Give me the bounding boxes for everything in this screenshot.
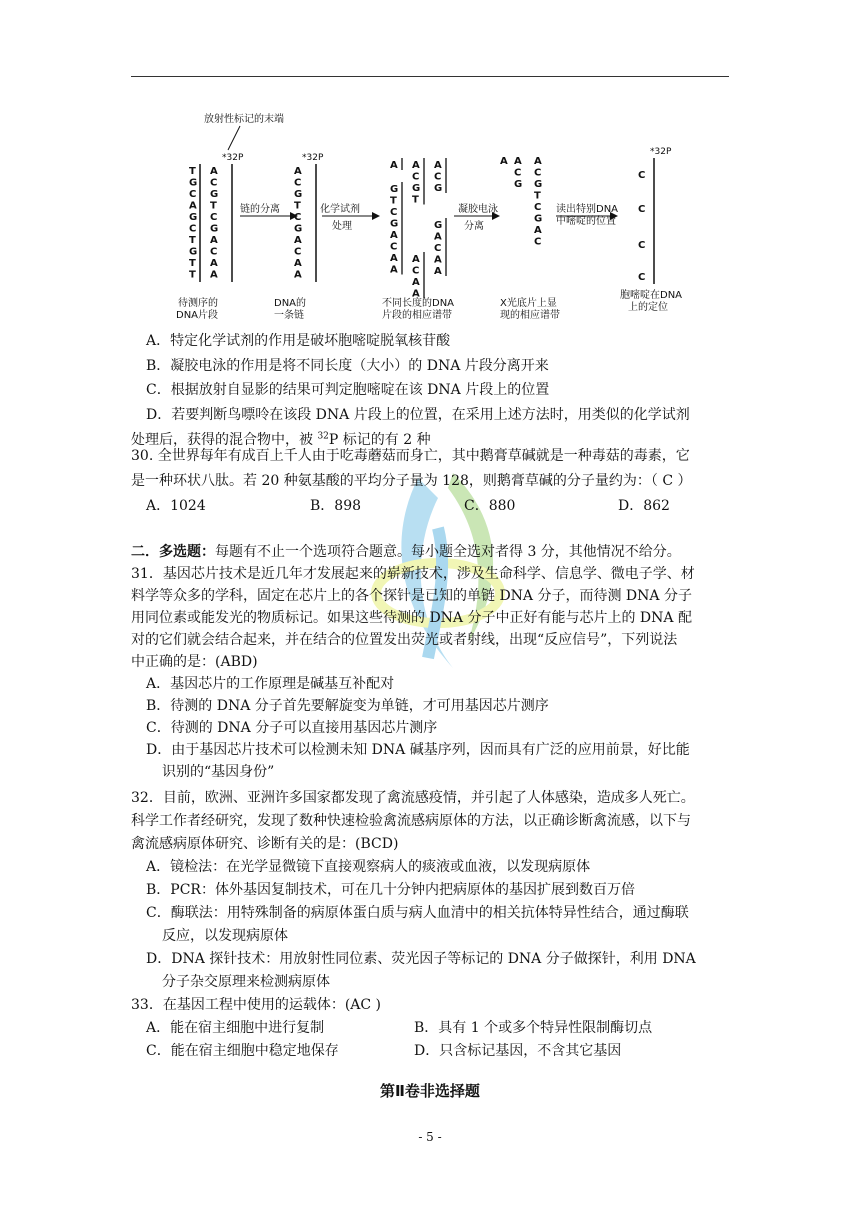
fragment-2-base-3: T	[412, 194, 419, 206]
band-0-base-0: A	[500, 156, 508, 167]
single-strand-base-5: G	[294, 223, 303, 235]
q30-option-b: B．898	[310, 498, 362, 514]
q29-option-d-line1: D．若要判断鸟嘌呤在该段 DNA 片段上的位置，在采用上述方法时，用类似的化学试剂	[146, 407, 690, 423]
arrow3-label-1: 凝胶电泳	[458, 204, 498, 215]
arrow3-label-2: 分离	[464, 221, 484, 232]
q31-option-a: A．基因芯片的工作原理是碱基互补配对	[146, 676, 395, 692]
strand2-base-9: A	[210, 269, 218, 281]
single-strand-base-9: A	[294, 269, 302, 281]
fragment-4-base-0: A	[434, 160, 442, 171]
single-strand-base-3: T	[294, 200, 301, 212]
band-2-base-5: G	[534, 213, 543, 225]
fragment-5-base-2: C	[434, 243, 442, 254]
q32-option-b: B．PCR：体外基因复制技术，可在几十分钟内把病原体的基因扩展到数百万倍	[146, 882, 635, 898]
q31-stem-line1: 31．基因芯片技术是近几年才发展起来的崭新技术，涉及生命科学、信息学、微电子学、材	[131, 566, 695, 582]
caption-1-line2: DNA片段	[176, 310, 219, 321]
strand2-base-6: A	[210, 235, 218, 246]
arrow4-label-1: 读出特别DNA	[556, 204, 619, 215]
fragment-3-base-2: A	[412, 277, 420, 288]
q30-stem-line2: 是一种环状八肽。若 20 种氨基酸的平均分子量为 128，则鹅膏草碱的分子量约为：（ C ）	[131, 473, 692, 489]
caption-4-line1: X光底片上显	[500, 298, 557, 309]
strand2-base-5: G	[210, 223, 219, 235]
fragment-3-base-3: A	[412, 288, 420, 300]
q32-stem-line1: 32．目前，欧洲、亚洲许多国家都发现了禽流感疫情，并引起了人体感染，造成多人死亡。	[131, 790, 695, 806]
strand2-base-3: T	[210, 200, 217, 212]
fragment-5-base-4: A	[434, 266, 442, 277]
q32-option-c-line1: C．酶联法：用特殊制备的病原体蛋白质与病人血清中的相关抗体特异性结合，通过酶联	[146, 905, 689, 921]
q30-option-a: A．1024	[146, 498, 206, 514]
part-title: 第Ⅱ卷非选择题	[380, 1082, 480, 1100]
page-number: - 5 -	[418, 1130, 442, 1144]
q32-option-d-line1: D．DNA 探针技术：用放射性同位素、荧光因子等标记的 DNA 分子做探针，利用 DNA	[146, 951, 696, 967]
fragment-2-base-2: G	[412, 183, 421, 194]
strand1-base-0: T	[189, 166, 196, 177]
strand1-base-6: T	[189, 235, 196, 246]
isotope-label-5: *32P	[650, 147, 672, 157]
strand1-base-3: A	[189, 200, 197, 212]
band-1-base-0: A	[514, 156, 522, 167]
q31-option-b: B．待测的 DNA 分子首先要解旋变为单链，才可用基因芯片测序	[146, 698, 549, 714]
q31-stem-line2: 料学等众多的学科，固定在芯片上的各个探针是已知的单链 DNA 分子，而待测 DNA 分子	[131, 588, 692, 604]
strand1-base-1: G	[189, 177, 198, 189]
q31-option-d-line1: D．由于基因芯片技术可以检测未知 DNA 碱基序列，因而具有广泛的应用前景，好比能	[146, 742, 690, 758]
q30-stem-line1: 30. 全世界每年有成百上千人由于吃毒蘑菇而身亡，其中鹅膏草碱就是一种毒菇的毒素，它	[131, 448, 690, 464]
caption-4-line2: 现的相应谱带	[500, 310, 560, 321]
band-2-base-2: G	[534, 179, 543, 190]
single-strand-base-2: G	[294, 189, 303, 200]
single-strand-base-8: A	[294, 258, 302, 269]
caption-1-line1: 待测序的	[178, 298, 218, 309]
q31-stem-line5: 中正确的是：(ABD)	[131, 654, 258, 670]
section-heading: 二．多选题：每题有不止一个选项符合题意。每小题全选对者得 3 分，其他情况不给分。	[131, 544, 681, 560]
q33-option-d: D．只含标记基因，不含其它基因	[414, 1043, 622, 1059]
single-strand-base-6: A	[294, 235, 302, 246]
single-strand-base-4: C	[294, 212, 302, 223]
strand1-base-4: G	[189, 212, 198, 223]
caption-2-line1: DNA的	[274, 298, 307, 309]
c-position-3: C	[638, 272, 646, 283]
fragment-1-base-4: A	[390, 230, 398, 241]
caption-5-line2: 上的定位	[628, 302, 668, 313]
single-strand-base-7: C	[294, 246, 302, 258]
arrow2-label-1: 化学试剂	[320, 204, 360, 215]
band-2-base-1: C	[534, 167, 542, 179]
band-1-base-1: C	[514, 167, 522, 179]
single-strand-base-1: C	[294, 177, 302, 189]
fragment-4-base-1: C	[434, 171, 442, 183]
q32-stem-line3: 禽流感病原体研究、诊断有关的是：(BCD)	[131, 836, 399, 852]
caption-3-line2: 片段的相应谱带	[382, 310, 452, 321]
q31-stem-line3: 用同位素或能发光的物质标记。如果这些待测的 DNA 分子中正好有能与芯片上的 DNA 配	[131, 610, 692, 626]
fragment-1-base-2: C	[390, 207, 398, 218]
isotope-label-2: *32P	[302, 153, 324, 163]
single-strand-base-0: A	[294, 166, 302, 177]
strand2-base-0: A	[210, 166, 218, 177]
strand2-base-1: C	[210, 177, 218, 189]
c-position-1: C	[638, 204, 646, 215]
fragment-1-base-0: G	[390, 184, 399, 195]
fragment-5-base-1: A	[434, 231, 442, 243]
strand1-base-8: T	[189, 258, 196, 269]
caption-3-line1: 不同长度的DNA	[382, 298, 455, 309]
q29-option-d-line2: 处理后，获得的混合物中，被 $^{32}$P 标记的有 2 种	[131, 431, 431, 448]
fragment-3-base-0: A	[412, 254, 420, 265]
fragment-4-base-2: G	[434, 183, 443, 194]
strand1-base-9: T	[189, 269, 196, 281]
fragment-5-base-3: A	[434, 254, 442, 266]
fragment-1-base-7: A	[390, 264, 398, 276]
band-2-base-6: A	[534, 225, 542, 236]
arrow1-label: 链的分离	[240, 204, 280, 215]
q32-option-c-line2: 反应，以发现病原体	[162, 928, 288, 944]
q29-option-a: A．特定化学试剂的作用是破坏胞嘧啶脱氧核苷酸	[146, 333, 451, 349]
q30-option-c: C．880	[464, 498, 516, 514]
fragment-1-base-1: T	[390, 195, 397, 207]
band-2-base-4: C	[534, 202, 542, 213]
caption-5-line1: 胞嘧啶在DNA	[620, 290, 683, 301]
strand2-base-4: C	[210, 212, 218, 223]
band-1-base-2: G	[514, 179, 523, 190]
fragment-2-base-1: C	[412, 171, 420, 183]
caption-2-line2: 一条链	[274, 310, 304, 321]
fragment-1-base-6: A	[390, 253, 398, 264]
arrow2-label-2: 处理	[332, 221, 352, 232]
band-2-base-3: T	[534, 190, 541, 202]
q30-option-d: D．862	[618, 498, 670, 514]
strand1-base-2: C	[189, 189, 197, 200]
fragment-5-base-0: G	[434, 220, 443, 231]
arrow4-label-2: 中嘧啶的位置	[556, 216, 616, 227]
q32-option-a: A．镜检法：在光学显微镜下直接观察病人的痰液或血液，以发现病原体	[146, 859, 591, 875]
fragment-2-base-0: A	[412, 160, 420, 171]
header-rule	[131, 76, 729, 77]
c-position-2: C	[638, 240, 646, 251]
q29-option-c: C．根据放射自显影的结果可判定胞嘧啶在该 DNA 片段上的位置	[146, 382, 550, 398]
fragment-0-base-0: A	[390, 160, 398, 171]
isotope-label-1: *32P	[222, 153, 244, 163]
strand2-base-8: A	[210, 258, 218, 269]
q32-option-d-line2: 分子杂交原理来检测病原体	[162, 974, 330, 990]
band-2-base-7: C	[534, 236, 542, 248]
strand2-base-2: G	[210, 189, 219, 200]
strand1-base-7: G	[189, 246, 198, 258]
fragment-1-base-3: G	[390, 218, 399, 230]
q33-option-c: C．能在宿主细胞中稳定地保存	[146, 1043, 339, 1059]
q31-option-d-line2: 识别的“基因身份”	[162, 764, 275, 780]
strand1-base-5: C	[189, 223, 197, 235]
q33-stem: 33．在基因工程中使用的运载体：(AC )	[131, 997, 382, 1013]
band-2-base-0: A	[534, 156, 542, 167]
q33-option-a: A．能在宿主细胞中进行复制	[146, 1020, 325, 1036]
q31-stem-line4: 对的它们就会结合起来，并在结合的位置发出荧光或者射线，出现“反应信号”，下列说法	[131, 632, 678, 648]
q31-option-c: C．待测的 DNA 分子可以直接用基因芯片测序	[146, 720, 438, 736]
strand2-base-7: C	[210, 246, 218, 258]
c-position-0: C	[638, 170, 646, 181]
q29-option-b: B．凝胶电泳的作用是将不同长度（大小）的 DNA 片段分离开来	[146, 358, 549, 374]
dna-sequencing-figure	[170, 112, 710, 338]
q32-stem-line2: 科学工作者经研究，发现了数种快速检验禽流感病原体的方法，以正确诊断禽流感，以下与	[131, 813, 691, 829]
fragment-1-base-5: C	[390, 241, 398, 253]
radio-label: 放射性标记的末端	[204, 114, 284, 125]
fragment-3-base-1: C	[412, 265, 420, 277]
q33-option-b: B．具有 1 个或多个特异性限制酶切点	[414, 1020, 653, 1036]
